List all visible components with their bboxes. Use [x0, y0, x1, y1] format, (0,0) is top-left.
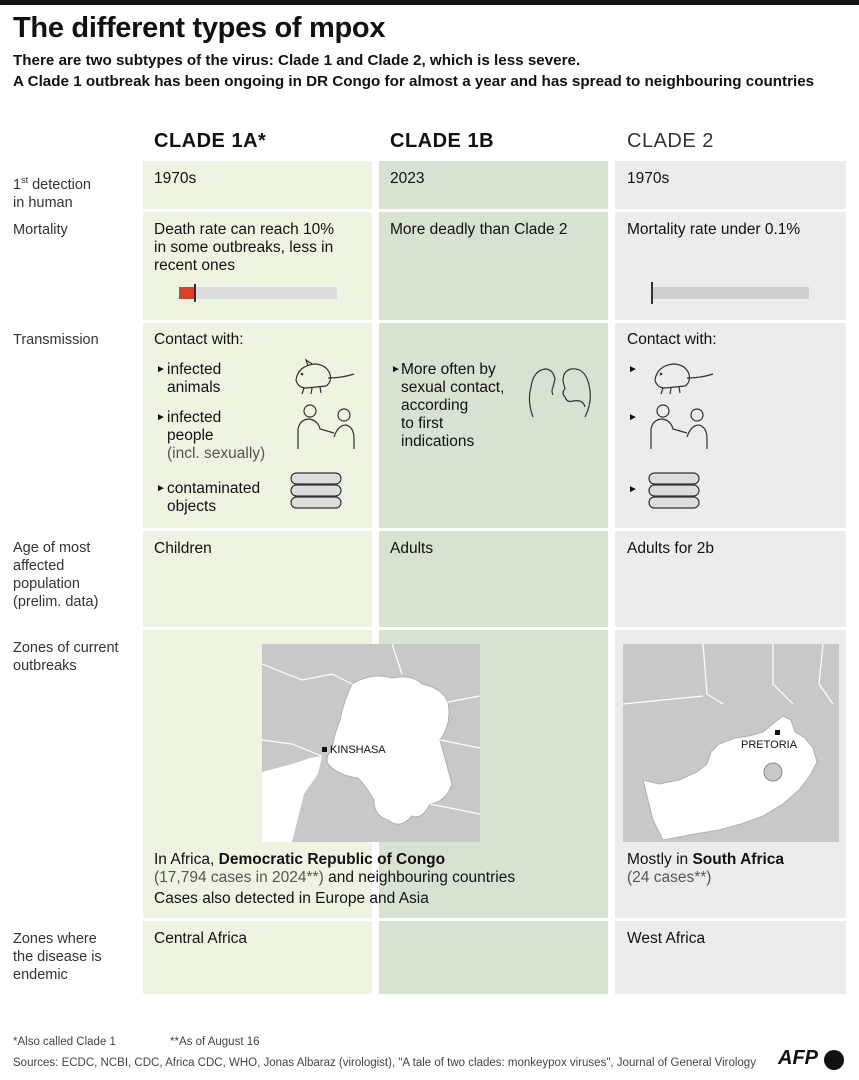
- bar-marker: [194, 284, 196, 302]
- kissing-couple-icon: [523, 357, 595, 419]
- clade1b-transmission: More often by sexual contact, according to first indications: [401, 361, 505, 450]
- stacked-objects-icon: [289, 471, 345, 517]
- pretoria-marker: [775, 730, 780, 735]
- rat-icon: [651, 356, 717, 398]
- sources: Sources: ECDC, NCBI, CDC, Africa CDC, WHO, Jonas Albaraz (virologist), "A tale of two clades: monkeypox viruses", Journal of General Virology: [13, 1057, 756, 1069]
- row-divider: [0, 627, 859, 630]
- clade1a-zones: In Africa, Democratic Republic of Congo (17,794 cases in 2024**) and neighbouring countries Cases also detected in Europe and Asia: [154, 851, 516, 907]
- person-touch-icon: [290, 403, 360, 451]
- clade1a-endemic: Central Africa: [154, 930, 248, 947]
- drc-map: [262, 644, 480, 842]
- clade2-mortality: Mortality rate under 0.1%: [627, 221, 801, 238]
- kinshasa-label: KINSHASA: [330, 744, 386, 756]
- kinshasa-marker: [322, 747, 327, 752]
- clade2-endemic: West Africa: [627, 930, 706, 947]
- clade1a-mortality-fill: [179, 287, 195, 299]
- south-africa-map-shapes: [623, 644, 839, 842]
- south-africa-map: [623, 644, 839, 842]
- triangle-bullet-icon: ►: [156, 364, 166, 375]
- triangle-bullet-icon: ►: [628, 412, 638, 423]
- triangle-bullet-icon: ►: [628, 364, 638, 375]
- drc-map-shapes: [262, 644, 480, 842]
- clade2-mortality-bar: [651, 287, 809, 299]
- subtitle-line-1: There are two subtypes of the virus: Clade 1 and Clade 2, which is less severe.: [13, 52, 581, 69]
- clade1a-detection: 1970s: [154, 170, 197, 187]
- row-divider: [0, 320, 859, 323]
- clade1b-mortality: More deadly than Clade 2: [390, 221, 568, 238]
- subtitle-line-2: A Clade 1 outbreak has been ongoing in DR Congo for almost a year and has spread to neighbouring countries: [13, 73, 815, 90]
- row-divider: [0, 528, 859, 531]
- row-label-transmission: Transmission: [13, 332, 99, 348]
- clade1a-mortality-bar: [179, 287, 337, 299]
- header-clade1a: CLADE 1A*: [154, 130, 267, 152]
- footnote-clade1: *Also called Clade 1: [13, 1036, 116, 1048]
- triangle-bullet-icon: ►: [628, 484, 638, 495]
- triangle-bullet-icon: ►: [391, 364, 401, 375]
- pretoria-label: PRETORIA: [741, 739, 798, 751]
- page-title: The different types of mpox: [13, 12, 386, 44]
- clade1a-animals: infected animals: [167, 361, 222, 396]
- row-divider: [0, 918, 859, 921]
- clade2-age: Adults for 2b: [627, 540, 715, 557]
- row-divider: [0, 209, 859, 212]
- row-label-age: Age of most affected population (prelim. data): [13, 540, 99, 610]
- triangle-bullet-icon: ►: [156, 412, 166, 423]
- clade1a-people: infected people (incl. sexually): [167, 409, 266, 462]
- header-clade1b: CLADE 1B: [390, 130, 495, 152]
- row-label-zones: Zones of current outbreaks: [13, 640, 119, 674]
- row-label-mortality: Mortality: [13, 222, 68, 238]
- clade2-contact-heading: Contact with:: [627, 331, 717, 348]
- clade1a-age: Children: [154, 540, 212, 557]
- clade1b-detection: 2023: [390, 170, 425, 187]
- clade2-detection: 1970s: [627, 170, 670, 187]
- clade2-zones: Mostly in South Africa (24 cases**): [627, 851, 785, 886]
- triangle-bullet-icon: ►: [156, 483, 166, 494]
- footnote-date: **As of August 16: [170, 1036, 260, 1048]
- afp-logo-dot: [824, 1050, 844, 1070]
- row-label-detection: 1st detection in human: [13, 175, 91, 211]
- row-label-endemic: Zones where the disease is endemic: [13, 931, 102, 983]
- afp-logo: AFP: [778, 1047, 818, 1069]
- clade1a-objects: contaminated objects: [167, 480, 261, 515]
- clade1a-contact-heading: Contact with:: [154, 331, 244, 348]
- clade1a-mortality: Death rate can reach 10% in some outbreaks, less in recent ones: [154, 221, 335, 274]
- rat-icon: [292, 356, 358, 398]
- clade2-mortality-fill: [651, 282, 653, 304]
- clade1b-age: Adults: [390, 540, 434, 557]
- header-clade2: CLADE 2: [627, 130, 714, 152]
- top-rule: [0, 0, 859, 5]
- stacked-objects-icon: [647, 471, 703, 517]
- person-touch-icon: [643, 403, 713, 451]
